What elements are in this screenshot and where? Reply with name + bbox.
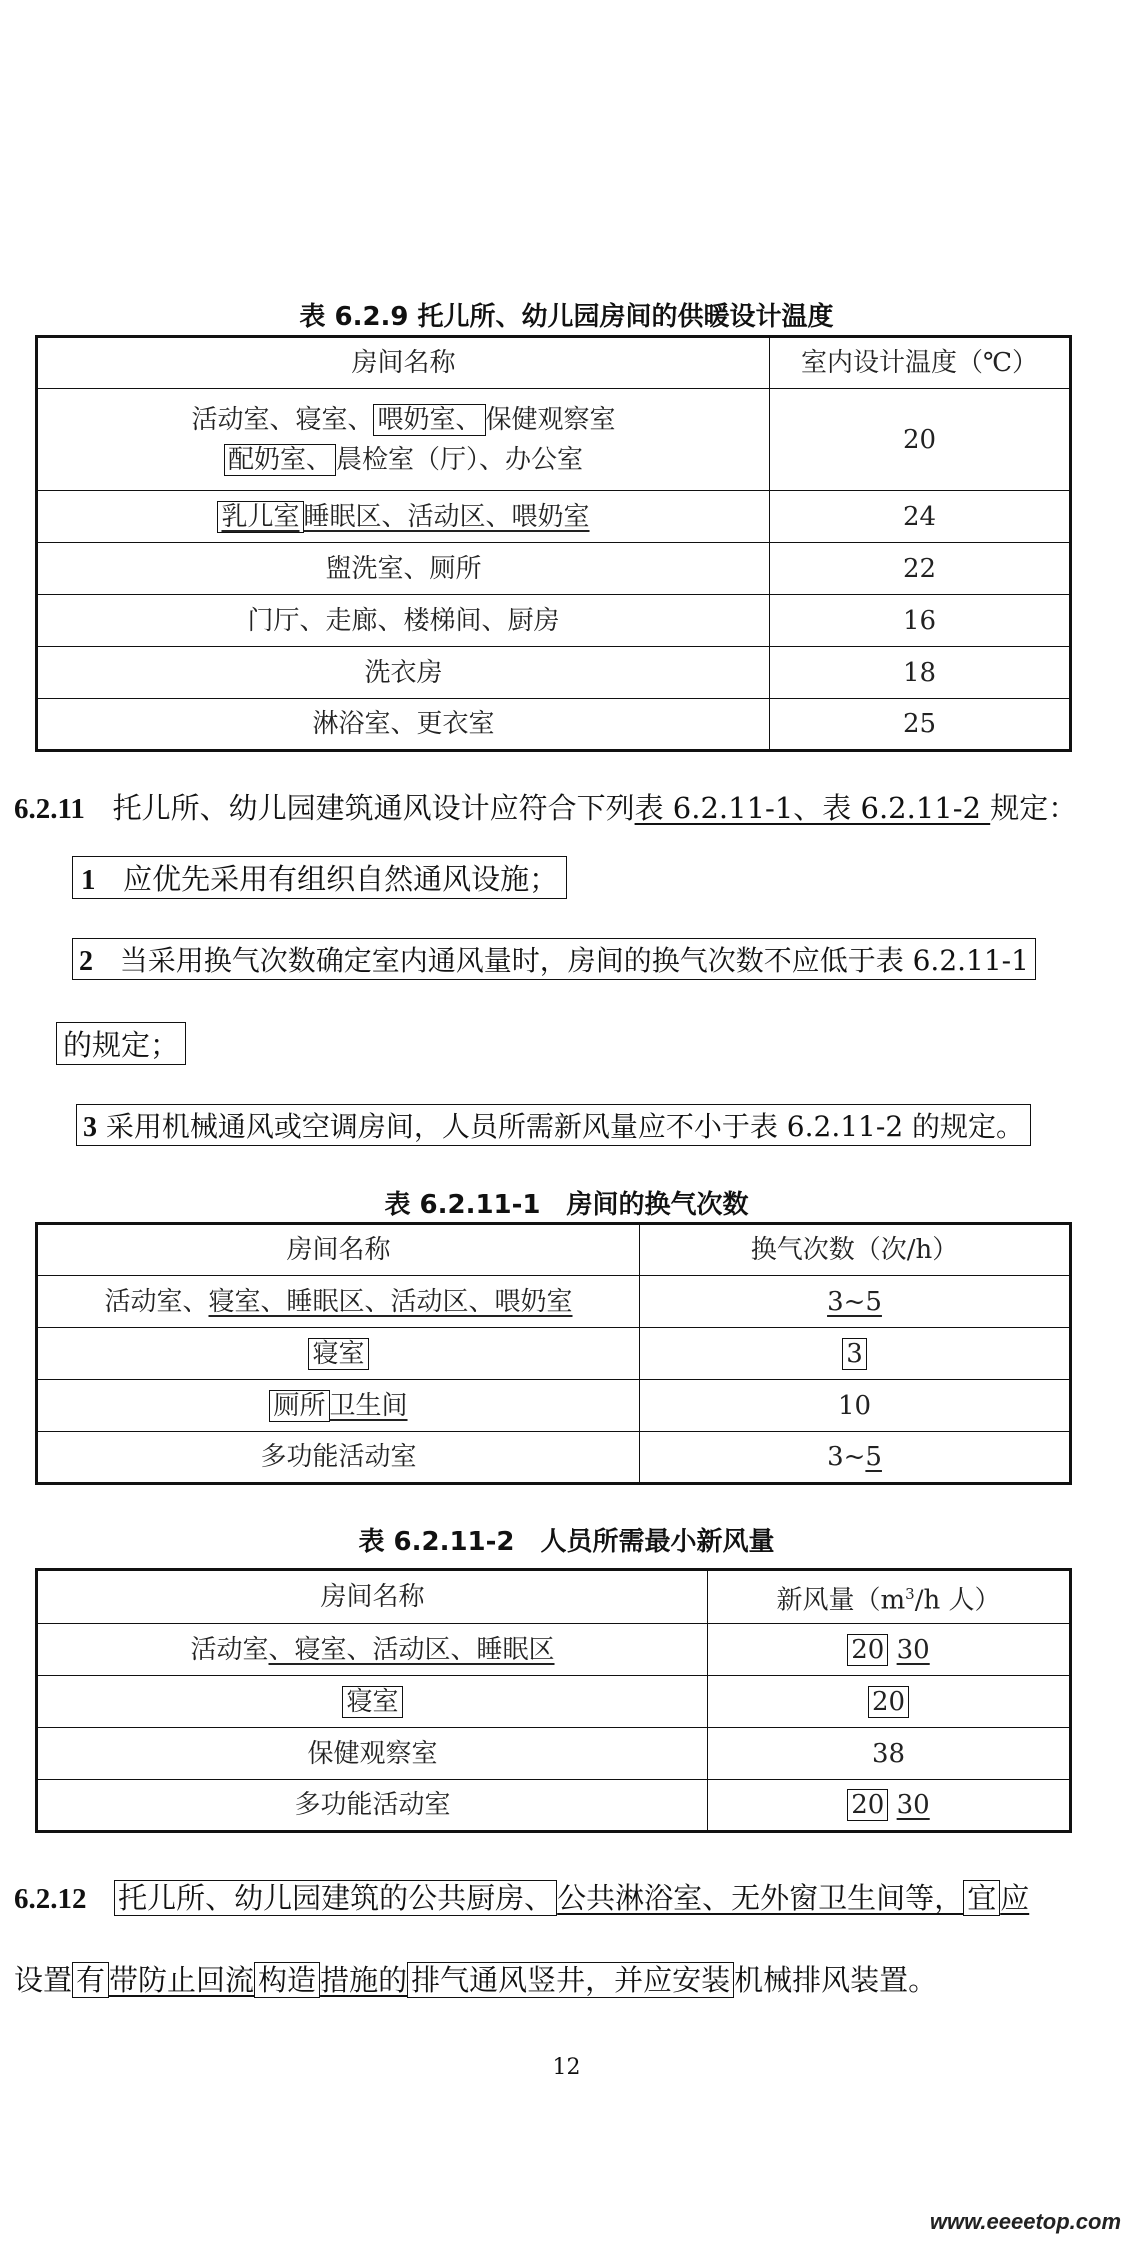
room-name-cell: 盥洗室、厕所 (37, 543, 770, 595)
fresh-air-cell: 20 30 (708, 1624, 1071, 1676)
clause-6-2-12-continued: 设置 有 带防止回流 构造 措施的 排气通风竖井，并应安装 机械排风装置。 (14, 1963, 938, 1997)
table-6-2-9 (35, 335, 1072, 752)
clause-item-1: 1 应优先采用有组织自然通风设施； (72, 856, 567, 899)
clause-6-2-12: 6.2.12 托儿所、幼儿园建筑的公共厨房、 公共淋浴室、无外窗卫生间等， 宜 应 (14, 1881, 1030, 1915)
table-row (37, 1676, 1071, 1728)
clause-number: 6.2.11 (14, 793, 85, 825)
room-name-cell: 寝室 (37, 1328, 640, 1380)
table-row (37, 1276, 1071, 1328)
table-6-2-11-2-caption: 表 6.2.11-2 人员所需最小新风量 (358, 1527, 775, 1557)
header-room-name: 房间名称 (37, 1570, 708, 1624)
header-design-temperature: 室内设计温度（℃） (770, 337, 1071, 389)
temperature-cell: 24 (770, 491, 1071, 543)
fresh-air-cell: 20 (708, 1676, 1071, 1728)
clause-6-2-11: 6.2.11 托儿所、幼儿园建筑通风设计应符合下列表 6.2.11-1、表 6.2.11-2 规定： (14, 791, 1078, 825)
room-name-cell: 活动室、寝室、活动区、睡眠区 (37, 1624, 708, 1676)
clause-item-2: 2 当采用换气次数确定室内通风量时，房间的换气次数不应低于表 6.2.11-1 (72, 938, 1036, 980)
table-row (37, 595, 1071, 647)
room-name-cell: 厕所 卫生间 (37, 1380, 640, 1432)
table-6-2-9-caption: 表 6.2.9 托儿所、幼儿园房间的供暖设计温度 (299, 302, 834, 332)
temperature-cell: 22 (770, 543, 1071, 595)
air-changes-cell: 3~5 (640, 1432, 1071, 1484)
table-row (37, 491, 1071, 543)
page-number: 12 (552, 2055, 581, 2080)
table-header-row (37, 1224, 1071, 1276)
air-changes-cell: 10 (640, 1380, 1071, 1432)
clause-item-2-continued: 的规定； (56, 1022, 186, 1065)
temperature-cell: 16 (770, 595, 1071, 647)
table-row (37, 647, 1071, 699)
room-name-cell: 多功能活动室 (37, 1780, 708, 1832)
room-name-cell: 寝室 (37, 1676, 708, 1728)
room-name-cell: 活动室、寝室、睡眠区、活动区、喂奶室 (37, 1276, 640, 1328)
room-name-cell: 洗衣房 (37, 647, 770, 699)
table-row (37, 1624, 1071, 1676)
room-name-cell: 乳儿室 睡眠区、活动区、喂奶室 (37, 491, 770, 543)
table-row (37, 1432, 1071, 1484)
temperature-cell: 20 (770, 389, 1071, 491)
table-row (37, 1328, 1071, 1380)
table-row (37, 1380, 1071, 1432)
table-row (37, 543, 1071, 595)
header-room-name: 房间名称 (37, 1224, 640, 1276)
table-row (37, 1728, 1071, 1780)
table-row (37, 389, 1071, 491)
temperature-cell: 18 (770, 647, 1071, 699)
table-6-2-11-1-caption: 表 6.2.11-1 房间的换气次数 (384, 1190, 749, 1220)
watermark: www.eeeetop.com (929, 2209, 1121, 2234)
header-room-name: 房间名称 (37, 337, 770, 389)
temperature-cell: 25 (770, 699, 1071, 751)
air-changes-cell: 3 (640, 1328, 1071, 1380)
room-name-cell: 淋浴室、更衣室 (37, 699, 770, 751)
table-row (37, 699, 1071, 751)
clause-item-3: 3 采用机械通风或空调房间，人员所需新风量应不小于表 6.2.11-2 的规定。 (76, 1104, 1031, 1146)
air-changes-cell: 3~5 (640, 1276, 1071, 1328)
table-row (37, 1780, 1071, 1832)
table-reference: 表 6.2.11-1、表 6.2.11-2 (634, 791, 991, 825)
fresh-air-cell: 38 (708, 1728, 1071, 1780)
room-name-cell: 多功能活动室 (37, 1432, 640, 1484)
table-6-2-11-2 (35, 1568, 1072, 1833)
table-header-row (37, 1570, 1071, 1624)
room-name-cell: 门厅、走廊、楼梯间、厨房 (37, 595, 770, 647)
room-name-cell: 保健观察室 (37, 1728, 708, 1780)
fresh-air-cell: 20 30 (708, 1780, 1071, 1832)
table-header-row (37, 337, 1071, 389)
header-air-changes: 换气次数（次/h） (640, 1224, 1071, 1276)
header-fresh-air: 新风量（$m^3/h$ 人） (708, 1570, 1071, 1624)
table-6-2-11-1 (35, 1222, 1072, 1485)
clause-number: 6.2.12 (14, 1883, 87, 1915)
room-name-cell: 活动室、寝室、 喂奶室、 保健观察室 配奶室、 晨检室（厅）、办公室 (37, 389, 770, 491)
